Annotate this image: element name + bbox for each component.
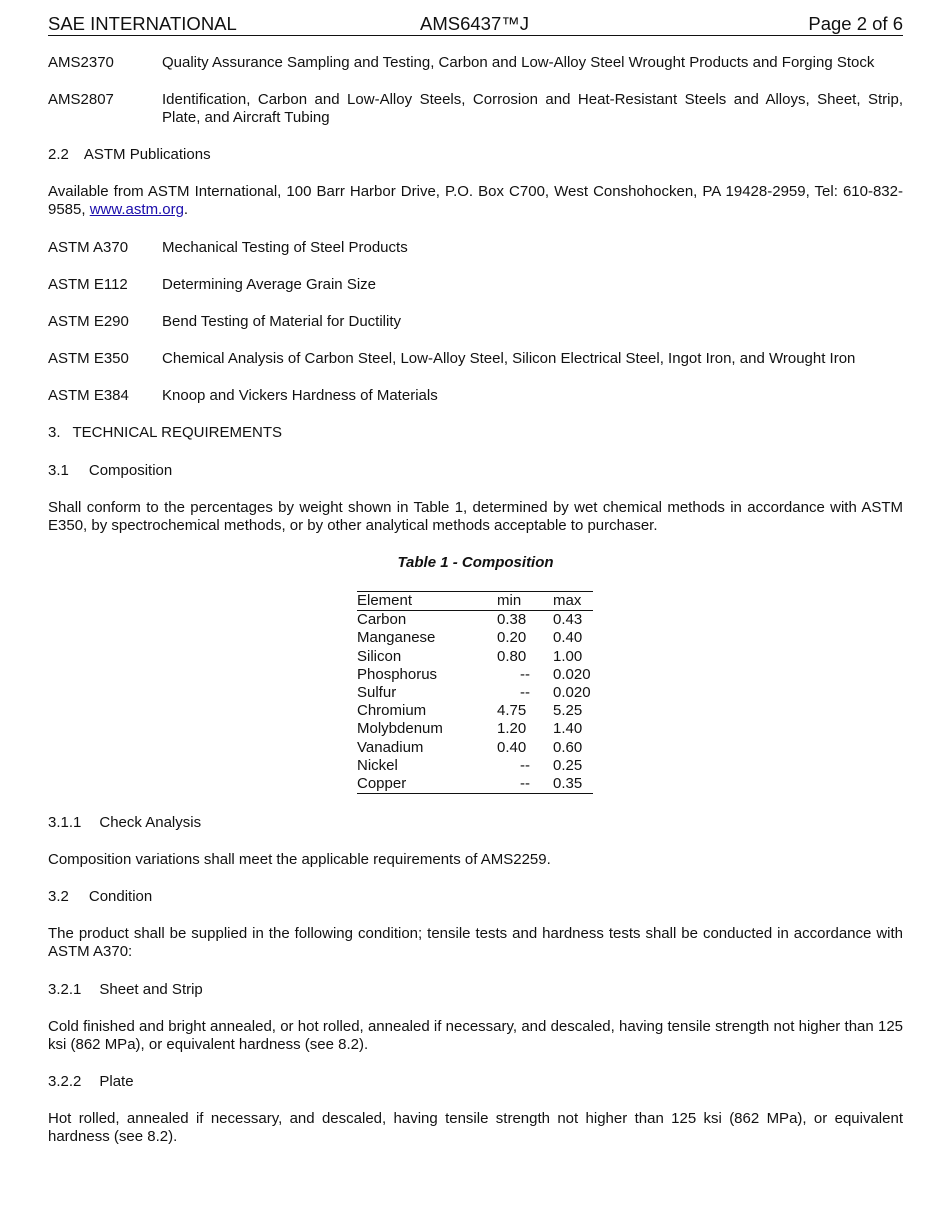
composition-paragraph: Shall conform to the percentages by weight shown in Table 1, determined by wet chemical methods in accordance with ASTM E350, by spectrochemical methods, or by other analytical methods acceptable to purchaser. (48, 499, 903, 534)
section-title: Sheet and Strip (99, 981, 203, 998)
min-cell: -- (520, 665, 530, 683)
element-cell: Phosphorus (357, 665, 438, 683)
max-cell: 0.35 (553, 775, 583, 793)
max-cell: 0.25 (553, 756, 583, 774)
max-cell: 5.25 (553, 702, 583, 720)
astm-availability-paragraph (48, 183, 903, 219)
reference-title: Identification, Carbon and Low-Alloy Steels, Corrosion and Heat-Resistant Steels and Alloys, Sheet, Strip, Plate, and Aircraft Tubing (162, 91, 903, 126)
max-cell: 0.60 (553, 738, 583, 756)
availability-trailing: . (183, 201, 189, 218)
table-row (357, 720, 593, 738)
section-title: TECHNICAL REQUIREMENTS (72, 424, 282, 441)
section-number: 3.2 (48, 888, 69, 905)
max-cell: 1.00 (553, 647, 583, 665)
element-cell: Copper (357, 775, 407, 793)
astm-website-link[interactable]: www.astm.org (89, 201, 184, 218)
min-cell: 0.80 (497, 647, 527, 665)
header-page-label: Page 2 of 6 (808, 13, 903, 34)
table-row (357, 702, 593, 720)
reference-title: Mechanical Testing of Steel Products (162, 239, 408, 256)
element-cell: Nickel (357, 756, 398, 774)
element-cell: Molybdenum (357, 720, 443, 738)
min-cell: -- (520, 775, 530, 793)
table-row (357, 684, 593, 702)
table-header-row (357, 592, 593, 611)
max-cell: 0.020 (553, 665, 591, 683)
reference-code: AMS2807 (48, 91, 114, 108)
min-cell: 0.20 (497, 629, 527, 647)
max-cell: 0.020 (553, 684, 591, 702)
column-header-min: min (497, 592, 522, 609)
min-cell: 1.20 (497, 720, 527, 738)
section-title: Composition (88, 462, 173, 479)
plate-paragraph: Hot rolled, annealed if necessary, and descaled, having tensile strength not higher than 125 ksi (862 MPa), or equivalent hardness (see 8.2). (48, 1110, 903, 1145)
section-number: 3.1 (48, 462, 69, 479)
condition-paragraph: The product shall be supplied in the following condition; tensile tests and hardness tests shall be conducted in accordance with ASTM A370: (48, 925, 903, 960)
element-cell: Sulfur (357, 684, 397, 702)
section-number: 3.2.2 (48, 1073, 82, 1090)
table-row (357, 629, 593, 647)
table-row (357, 648, 593, 666)
column-header-max: max (553, 592, 582, 609)
element-cell: Carbon (357, 611, 407, 629)
reference-code: ASTM E384 (48, 387, 129, 404)
reference-title: Determining Average Grain Size (162, 276, 376, 293)
table-row (357, 757, 593, 775)
reference-title: Quality Assurance Sampling and Testing, Carbon and Low-Alloy Steel Wrought Products and Forging Stock (162, 54, 875, 71)
table-row (357, 739, 593, 757)
min-cell: 0.38 (497, 611, 527, 629)
reference-title: Chemical Analysis of Carbon Steel, Low-Alloy Steel, Silicon Electrical Steel, Ingot Iron, and Wrought Iron (162, 350, 856, 367)
table-row (357, 666, 593, 684)
page-header (48, 13, 903, 36)
column-header-element: Element (357, 592, 413, 609)
min-cell: 4.75 (497, 702, 527, 720)
element-cell: Silicon (357, 647, 402, 665)
table-caption: Table 1 - Composition (397, 554, 554, 571)
max-cell: 1.40 (553, 720, 583, 738)
table-row (357, 775, 593, 794)
sheet-strip-paragraph: Cold finished and bright annealed, or hot rolled, annealed if necessary, and descaled, having tensile strength not higher than 125 ksi (862 MPa), or equivalent hardness (see 8.2). (48, 1018, 903, 1053)
section-heading-3-2-2 (48, 1073, 903, 1091)
reference-code: ASTM A370 (48, 239, 129, 256)
max-cell: 0.43 (553, 611, 583, 629)
section-title: Check Analysis (99, 814, 202, 831)
section-heading-2-2 (48, 146, 903, 164)
min-cell: -- (520, 684, 530, 702)
section-heading-3-2-1 (48, 981, 903, 999)
section-title: Plate (99, 1073, 134, 1090)
element-cell: Manganese (357, 629, 436, 647)
reference-code: ASTM E350 (48, 350, 129, 367)
reference-code: ASTM E112 (48, 276, 128, 293)
section-number: 3.2.1 (48, 981, 82, 998)
section-heading-3-1-1 (48, 814, 903, 832)
section-heading-3 (48, 424, 903, 442)
min-cell: 0.40 (497, 738, 527, 756)
min-cell: -- (520, 756, 530, 774)
reference-code: ASTM E290 (48, 313, 129, 330)
section-heading-3-2 (48, 888, 903, 906)
availability-text: Available from ASTM International, 100 Barr Harbor Drive, P.O. Box C700, West Conshohocken, PA 19428-2959, Tel: 610-832-9585, (48, 183, 903, 218)
section-title: ASTM Publications (83, 146, 211, 163)
reference-title: Bend Testing of Material for Ductility (162, 313, 401, 330)
element-cell: Vanadium (357, 738, 424, 756)
element-cell: Chromium (357, 702, 427, 720)
section-number: 3.1.1 (48, 814, 82, 831)
header-organization: SAE INTERNATIONAL (48, 13, 237, 34)
section-number: 3. (48, 424, 61, 441)
section-title: Condition (88, 888, 153, 905)
reference-code: AMS2370 (48, 54, 114, 71)
header-doc-number: AMS6437™J (420, 13, 529, 34)
table-row (357, 611, 593, 630)
check-analysis-paragraph: Composition variations shall meet the applicable requirements of AMS2259. (48, 851, 551, 868)
section-number: 2.2 (48, 146, 69, 163)
section-heading-3-1 (48, 462, 903, 480)
max-cell: 0.40 (553, 629, 583, 647)
composition-table (357, 591, 593, 794)
reference-title: Knoop and Vickers Hardness of Materials (162, 387, 438, 404)
